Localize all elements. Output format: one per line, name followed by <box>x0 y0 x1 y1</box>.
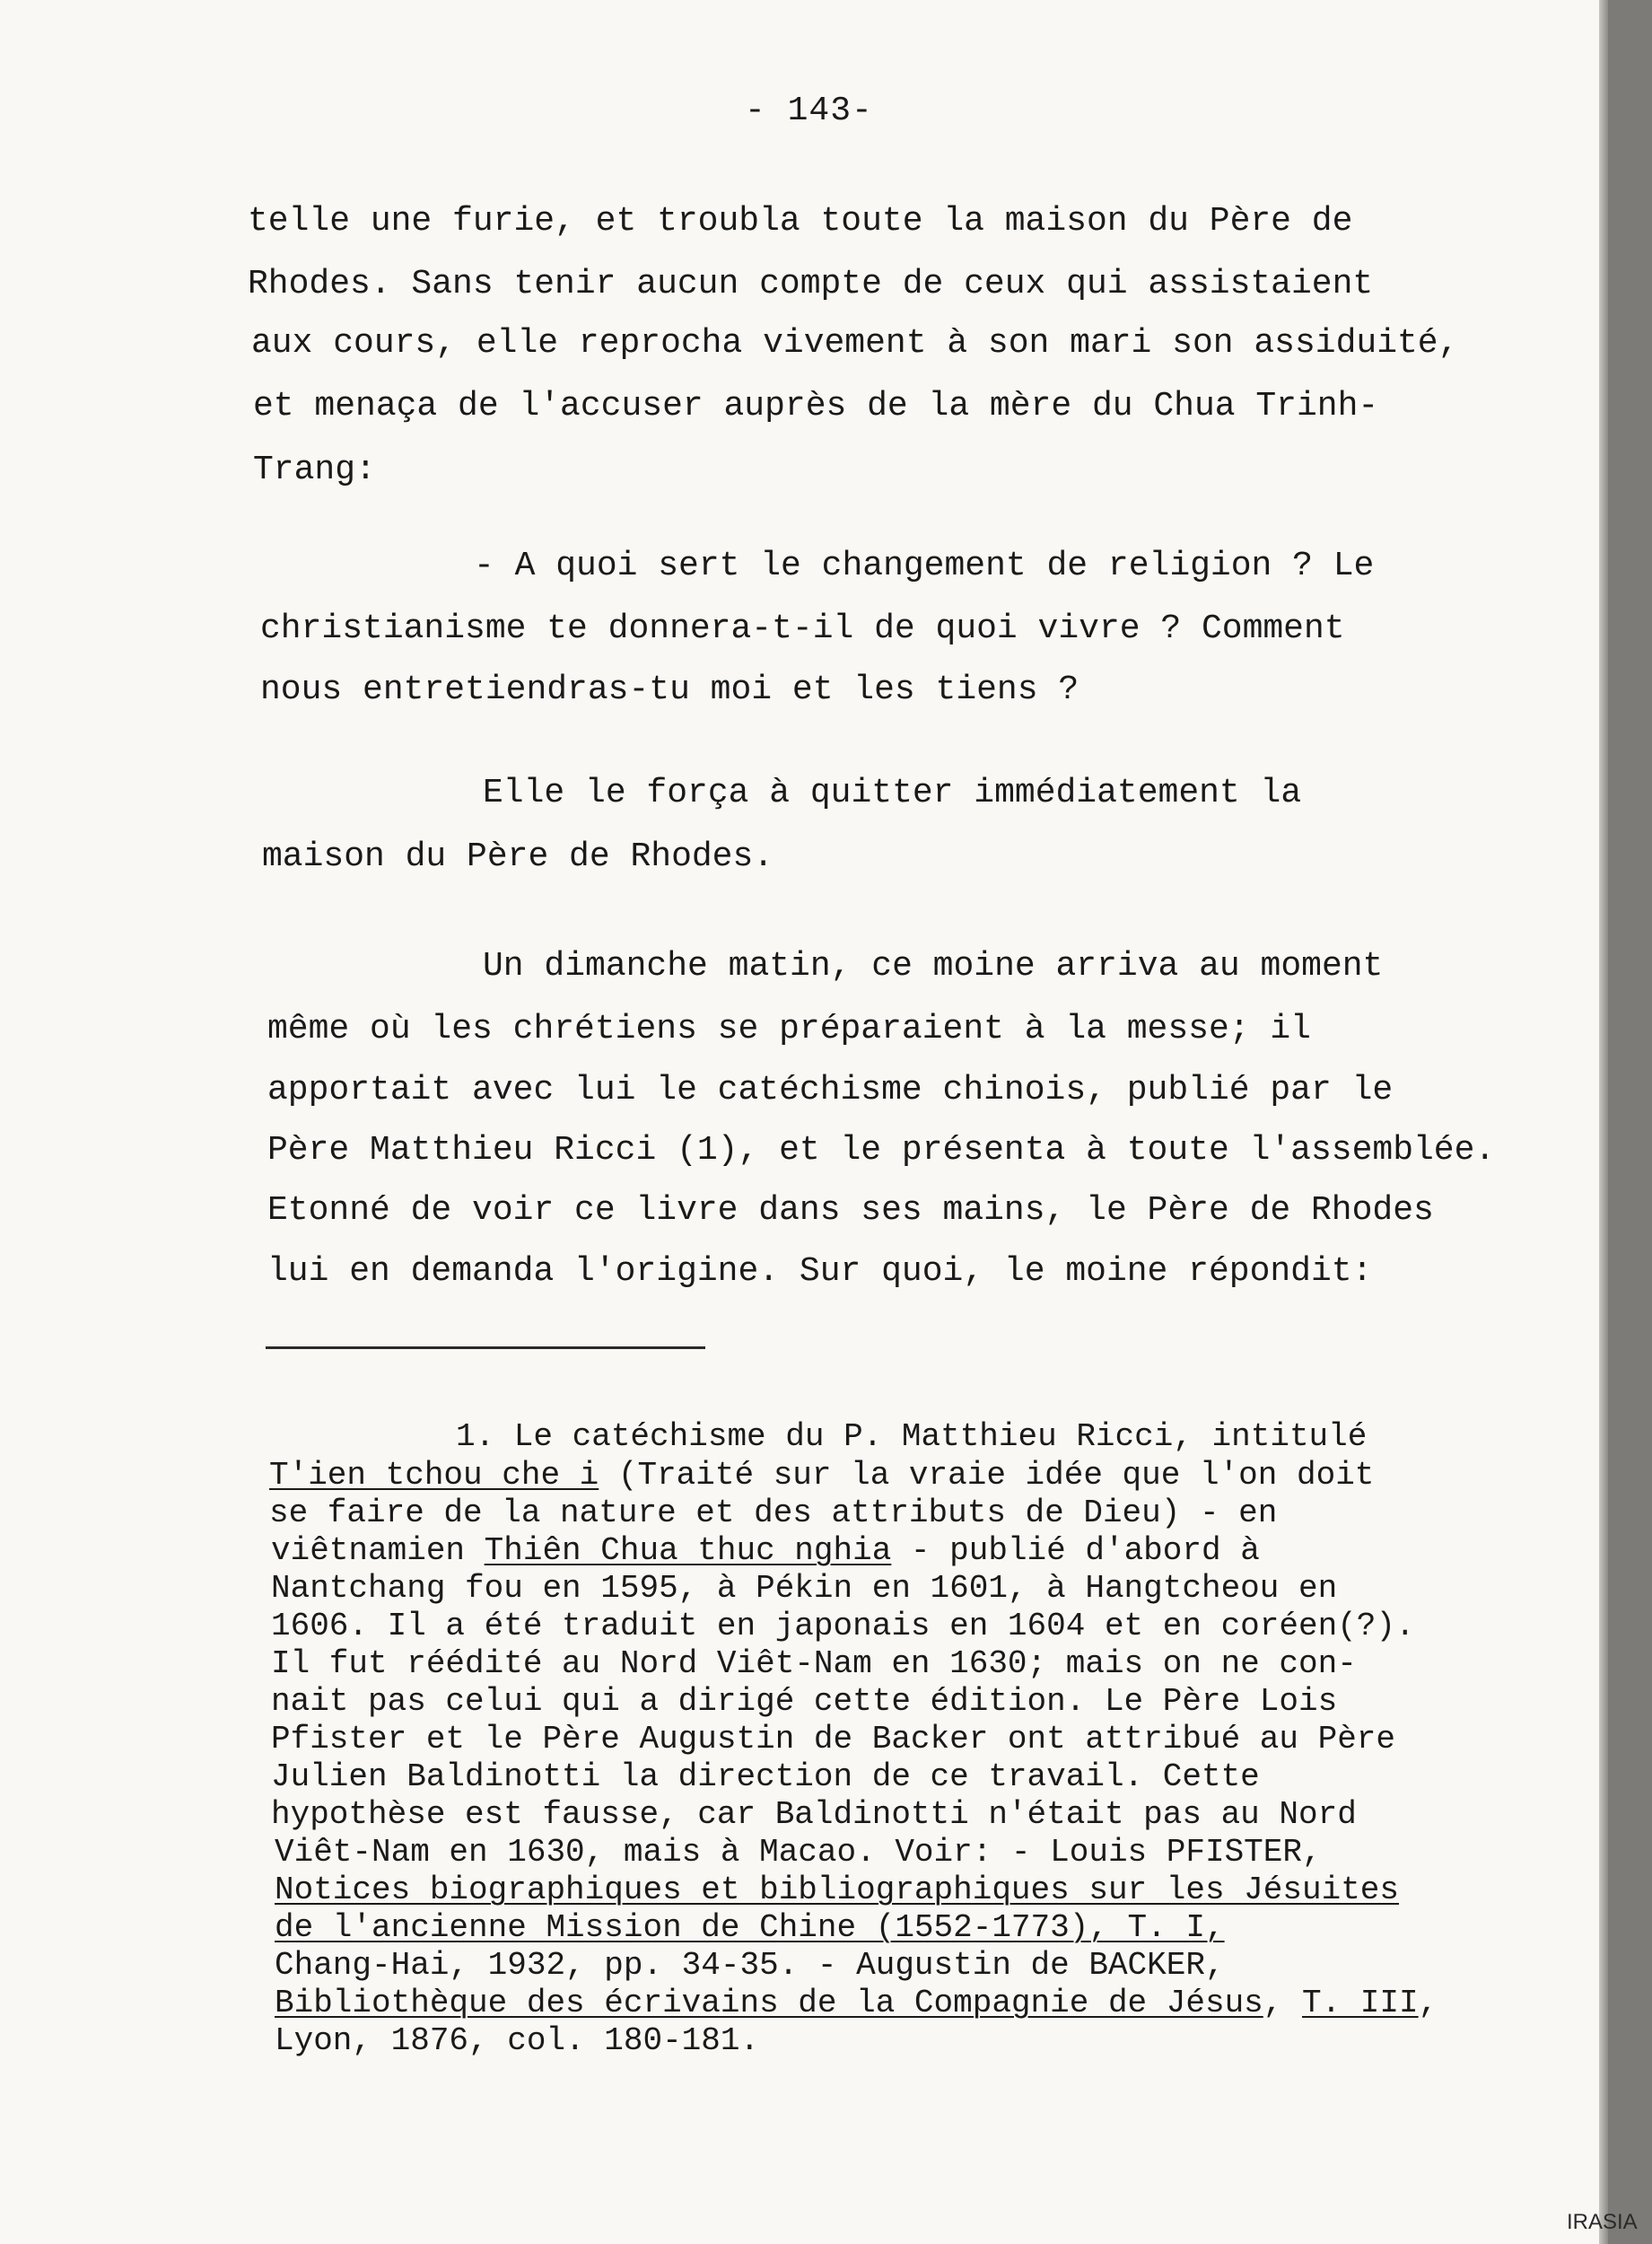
work-title: Bibliothèque des écrivains de la Compagnie de Jésus <box>275 1985 1263 2021</box>
body-line: christianisme te donnera-t-il de quoi vivre ? Comment <box>260 609 1345 648</box>
footnote-line: nait pas celui qui a dirigé cette édition. Le Père Lois <box>271 1683 1338 1720</box>
body-line: telle une furie, et troubla toute la maison du Père de <box>248 202 1353 241</box>
scan-background <box>1608 0 1652 2244</box>
footnote-text: - publié d'abord à <box>891 1532 1260 1569</box>
footnote-text: (Traité sur la vraie idée que l'on doit <box>599 1457 1375 1494</box>
body-line: Rhodes. Sans tenir aucun compte de ceux qui assistaient <box>248 265 1374 303</box>
work-title: Thiên Chua thuc nghia <box>484 1532 892 1569</box>
work-title: T'ien tchou che i <box>269 1457 599 1494</box>
body-line: apportait avec lui le catéchisme chinois, publié par le <box>267 1071 1394 1109</box>
footnote-line: se faire de la nature et des attributs de Dieu) - en <box>269 1495 1278 1531</box>
footnote-line: hypothèse est fausse, car Baldinotti n'était pas au Nord <box>271 1796 1357 1833</box>
footnote-line: Pfister et le Père Augustin de Backer ont attribué au Père <box>271 1721 1396 1758</box>
footnote-line <box>269 1459 1374 1492</box>
footnote-line <box>275 1871 1400 1908</box>
footnote-line <box>275 1909 1225 1946</box>
page-edge-shadow <box>1599 0 1608 2244</box>
footnote-line: Chang-Hai, 1932, pp. 34-35. - Augustin de BACKER, <box>275 1947 1225 1984</box>
work-title: Notices biographiques et bibliographiques sur les Jésuites <box>275 1871 1400 1908</box>
footnote-text: viêtnamien <box>271 1532 485 1569</box>
body-line: aux cours, elle reprocha vivement à son mari son assiduité, <box>251 324 1459 363</box>
body-line: Etonné de voir ce livre dans ses mains, le Père de Rhodes <box>267 1191 1434 1230</box>
footnote-line <box>275 1987 1438 2020</box>
body-line: et menaça de l'accuser auprès de la mère du Chua Trinh- <box>253 387 1379 425</box>
body-line: - A quoi sert le changement de religion ? Le <box>474 547 1375 585</box>
irasia-watermark: IRASIA <box>1567 2210 1638 2234</box>
footnote-line: Julien Baldinotti la direction de ce travail. Cette <box>271 1758 1260 1795</box>
footnote-line: Viêt-Nam en 1630, mais à Macao. Voir: - Louis PFISTER, <box>275 1834 1322 1871</box>
footnote-line: 1. Le catéchisme du P. Matthieu Ricci, intitulé <box>456 1418 1368 1455</box>
volume-number: T. III <box>1302 1985 1419 2021</box>
body-line: même où les chrétiens se préparaient à la messe; il <box>267 1010 1311 1048</box>
footnote-line: Lyon, 1876, col. 180-181. <box>275 2022 760 2059</box>
body-line: Un dimanche matin, ce moine arriva au moment <box>483 947 1384 986</box>
footnote-rule <box>266 1346 705 1349</box>
body-line: maison du Père de Rhodes. <box>262 837 774 876</box>
footnote-text: , <box>1263 1985 1302 2021</box>
footnote-line: Nantchang fou en 1595, à Pékin en 1601, à Hangtcheou en <box>271 1570 1338 1607</box>
footnote-line <box>271 1532 1260 1569</box>
footnote-line: 1606. Il a été traduit en japonais en 1604 et en coréen(?). <box>271 1608 1415 1644</box>
work-title: de l'ancienne Mission de Chine (1552-1773), T. I, <box>275 1909 1225 1946</box>
body-line: Père Matthieu Ricci (1), et le présenta à toute l'assemblée. <box>267 1131 1496 1170</box>
body-line: Trang: <box>253 451 376 489</box>
footnote-text: , <box>1418 1985 1438 2021</box>
body-line: Elle le força à quitter immédiatement la <box>483 774 1302 812</box>
page-number: - 143- <box>745 92 873 130</box>
body-line: nous entretiendras-tu moi et les tiens ? <box>260 671 1079 709</box>
footnote-line: Il fut réédité au Nord Viêt-Nam en 1630; mais on ne con- <box>271 1645 1357 1682</box>
body-line: lui en demanda l'origine. Sur quoi, le moine répondit: <box>267 1252 1373 1291</box>
